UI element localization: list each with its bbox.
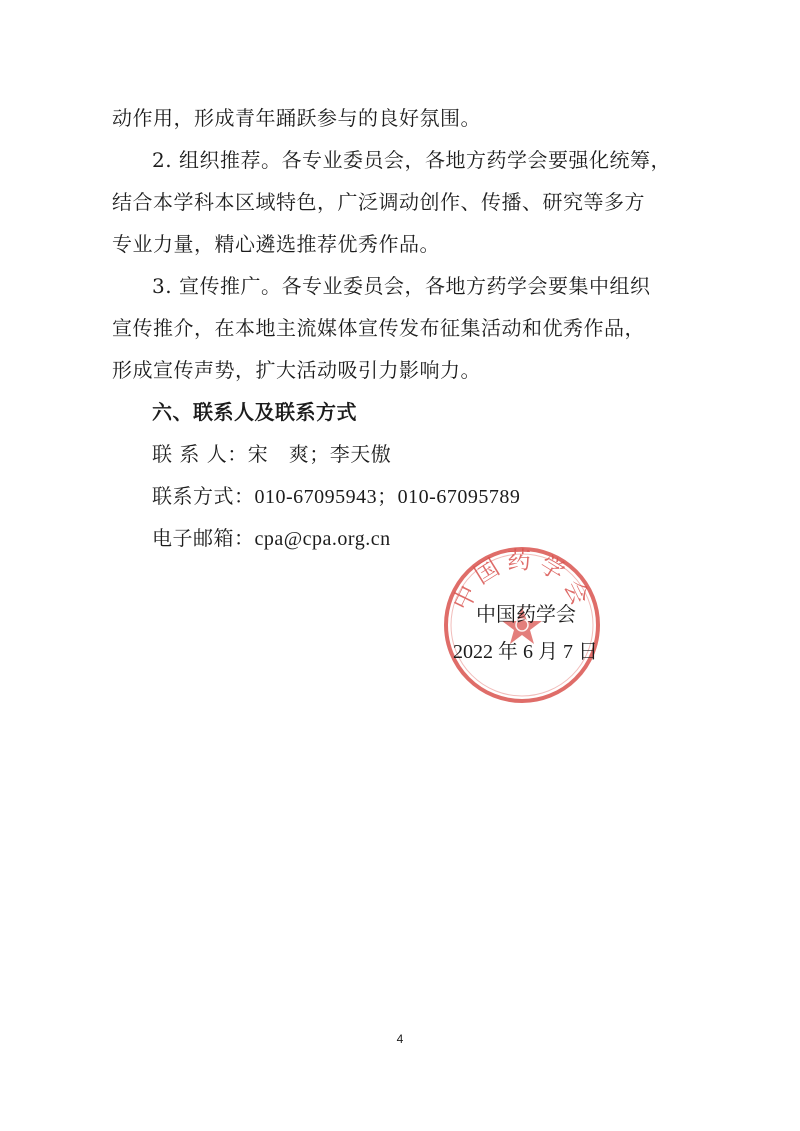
contact-person-label: 联 系 人：: [152, 442, 248, 466]
contact-phone-value: 010-67095943；010-67095789: [254, 486, 521, 508]
contact-phone-label: 联系方式：: [152, 484, 255, 508]
signature-date: 2022 年 6 月 7 日: [453, 641, 598, 663]
contact-phone-row: [152, 482, 520, 511]
body-line-7: 形成宣传声势，扩大活动吸引力影响力。: [112, 358, 481, 382]
svg-text:中国药学会: 中国药学会: [447, 546, 597, 615]
contact-email-label: 电子邮箱：: [152, 526, 255, 550]
page-number: 4: [396, 1032, 404, 1046]
contact-email-row: [152, 524, 391, 553]
body-line-4: 专业力量，精心遴选推荐优秀作品。: [112, 232, 440, 256]
contact-email-value: cpa@cpa.org.cn: [254, 528, 391, 550]
contact-person-value: 宋 爽；李天傲: [247, 442, 392, 466]
body-line-6: 宣传推介，在本地主流媒体宣传发布征集活动和优秀作品，: [112, 316, 645, 340]
body-line-1: 动作用，形成青年踊跃参与的良好氛围。: [112, 106, 481, 130]
body-line-3: 结合本学科本区域特色，广泛调动创作、传播、研究等多方: [112, 190, 645, 214]
section-heading: 六、联系人及联系方式: [152, 400, 357, 424]
signature-org: 中国药学会: [476, 602, 576, 626]
contact-person-row: [152, 440, 391, 468]
body-line-5: 3. 宣传推广。各专业委员会，各地方药学会要集中组织: [152, 274, 651, 298]
body-line-2: 2. 组织推荐。各专业委员会，各地方药学会要强化统筹，: [152, 148, 671, 172]
